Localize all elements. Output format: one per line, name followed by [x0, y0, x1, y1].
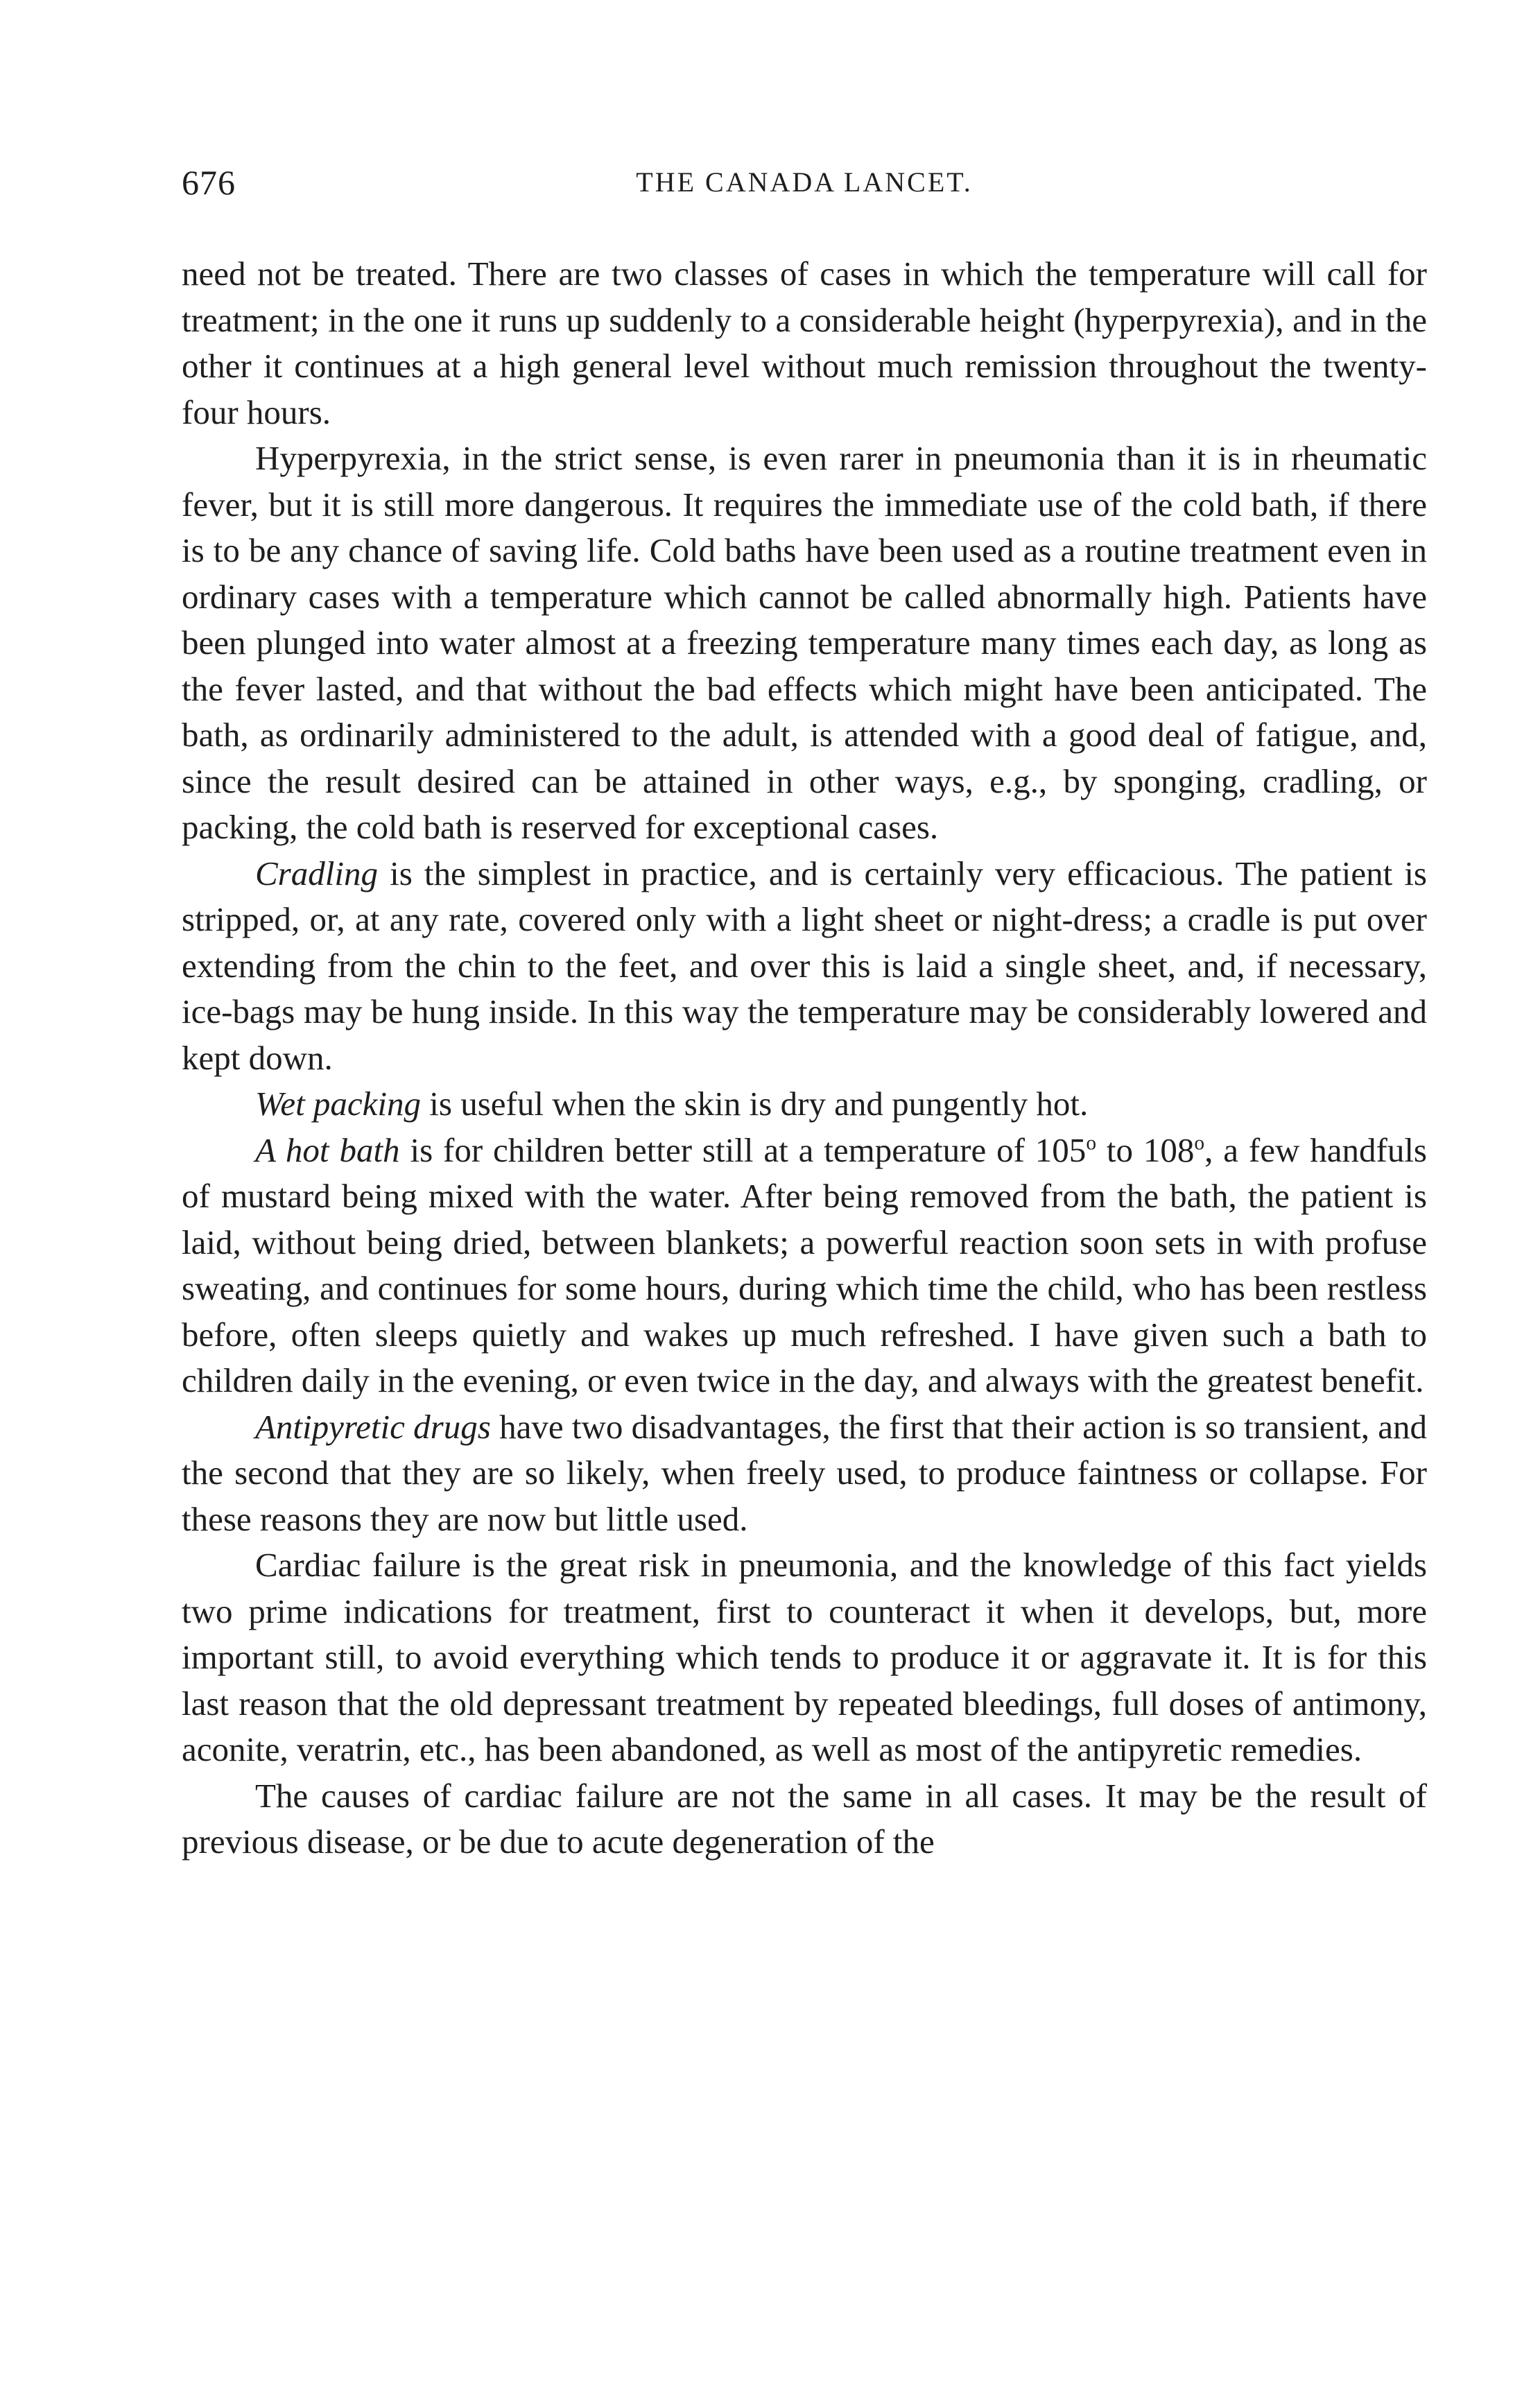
- paragraph-lead-term: Antipyretic drugs: [255, 1407, 491, 1446]
- page-number: 676: [182, 163, 236, 202]
- paragraph-hyperpyrexia: [182, 435, 1427, 851]
- paragraph-text: , a few handfuls of mustard being mixed with the water. After being removed from the bath, the patient is laid, without being dried, between blankets; a powerful reaction soon sets in with profuse sweating, and continues for some hours, during which time the child, who has been restless before, often sleeps quietly and wakes up much refreshed. I have given such a bath to children daily in the evening, or even twice in the day, and always with the greatest benefit.: [182, 1130, 1427, 1399]
- paragraph-hot-bath: [182, 1128, 1427, 1404]
- paragraph-text: is useful when the skin is dry and pungently hot.: [421, 1085, 1089, 1123]
- paragraph-cardiac-failure: [182, 1542, 1427, 1773]
- paragraph-text-before: is for children better still at a temperature of 105: [399, 1130, 1087, 1169]
- degree-mark: o: [1194, 1132, 1205, 1155]
- paragraph-text-middle: to 108: [1096, 1130, 1195, 1169]
- paragraph-temperature-classes: [182, 251, 1427, 435]
- running-head: [182, 158, 1427, 207]
- paragraph-lead-term: Cradling: [255, 854, 378, 892]
- paragraph-text: Hyperpyrexia, in the strict sense, is even rarer in pneumonia than it is in rheumatic fever, but it is still more dangerous. It requires the immediate use of the cold bath, if there is to be any chance of saving life. Cold baths have been used as a routine treatment even in ordinary cases with a temperature which cannot be called abnormally high. Patients have been plunged into water almost at a freezing temperature many times each day, as long as the fever lasted, and that without the bad effects which might have been anticipated. The bath, as ordinarily administered to the adult, is attended with a good deal of fatigue, and, since the result desired can be attained in other ways, e.g., by sponging, cradling, or packing, the cold bath is reserved for exceptional cases.: [182, 439, 1427, 846]
- paragraph-lead-term: A hot bath: [255, 1130, 400, 1169]
- journal-title: THE CANADA LANCET.: [636, 166, 973, 198]
- paragraph-cradling: [182, 851, 1427, 1082]
- paragraph-text: need not be treated. There are two classes of cases in which the temperature will call for treatment; in the one it runs up suddenly to a considerable height (hyperpyrexia), and in the other it continues at a high general level without much remission throughout the twenty-four hours.: [182, 255, 1427, 431]
- paragraph-antipyretic-drugs: [182, 1404, 1427, 1543]
- degree-mark: o: [1086, 1132, 1097, 1155]
- paragraph-text: The causes of cardiac failure are not the same in all cases. It may be the result of previous disease, or be due to acute degeneration of the: [182, 1776, 1427, 1861]
- paragraph-text: Cardiac failure is the great risk in pneumonia, and the knowledge of this fact yields two prime indications for treatment, first to counteract it when it develops, but, more important still, to avoid everything which tends to produce it or aggravate it. It is for this last reason that the old depressant treatment by repeated bleedings, full doses of antimony, aconite, veratrin, etc., has been abandoned, as well as most of the antipyretic remedies.: [182, 1546, 1427, 1768]
- paragraph-lead-term: Wet packing: [255, 1085, 422, 1123]
- article-body: [182, 251, 1427, 1865]
- paragraph-text: have two disadvantages, the first that their action is so transient, and the second that they are so likely, when freely used, to produce faintness or collapse. For these reasons they are now but little used.: [182, 1407, 1427, 1538]
- paragraph-cardiac-causes: [182, 1773, 1427, 1865]
- paragraph-wet-packing: [182, 1081, 1427, 1128]
- paragraph-text: is the simplest in practice, and is certainly very efficacious. The patient is stripped, or, at any rate, covered only with a light sheet or night-dress; a cradle is put over extending from the chin to the feet, and over this is laid a single sheet, and, if necessary, ice-bags may be hung inside. In this way the temperature may be considerably lowered and kept down.: [182, 854, 1427, 1077]
